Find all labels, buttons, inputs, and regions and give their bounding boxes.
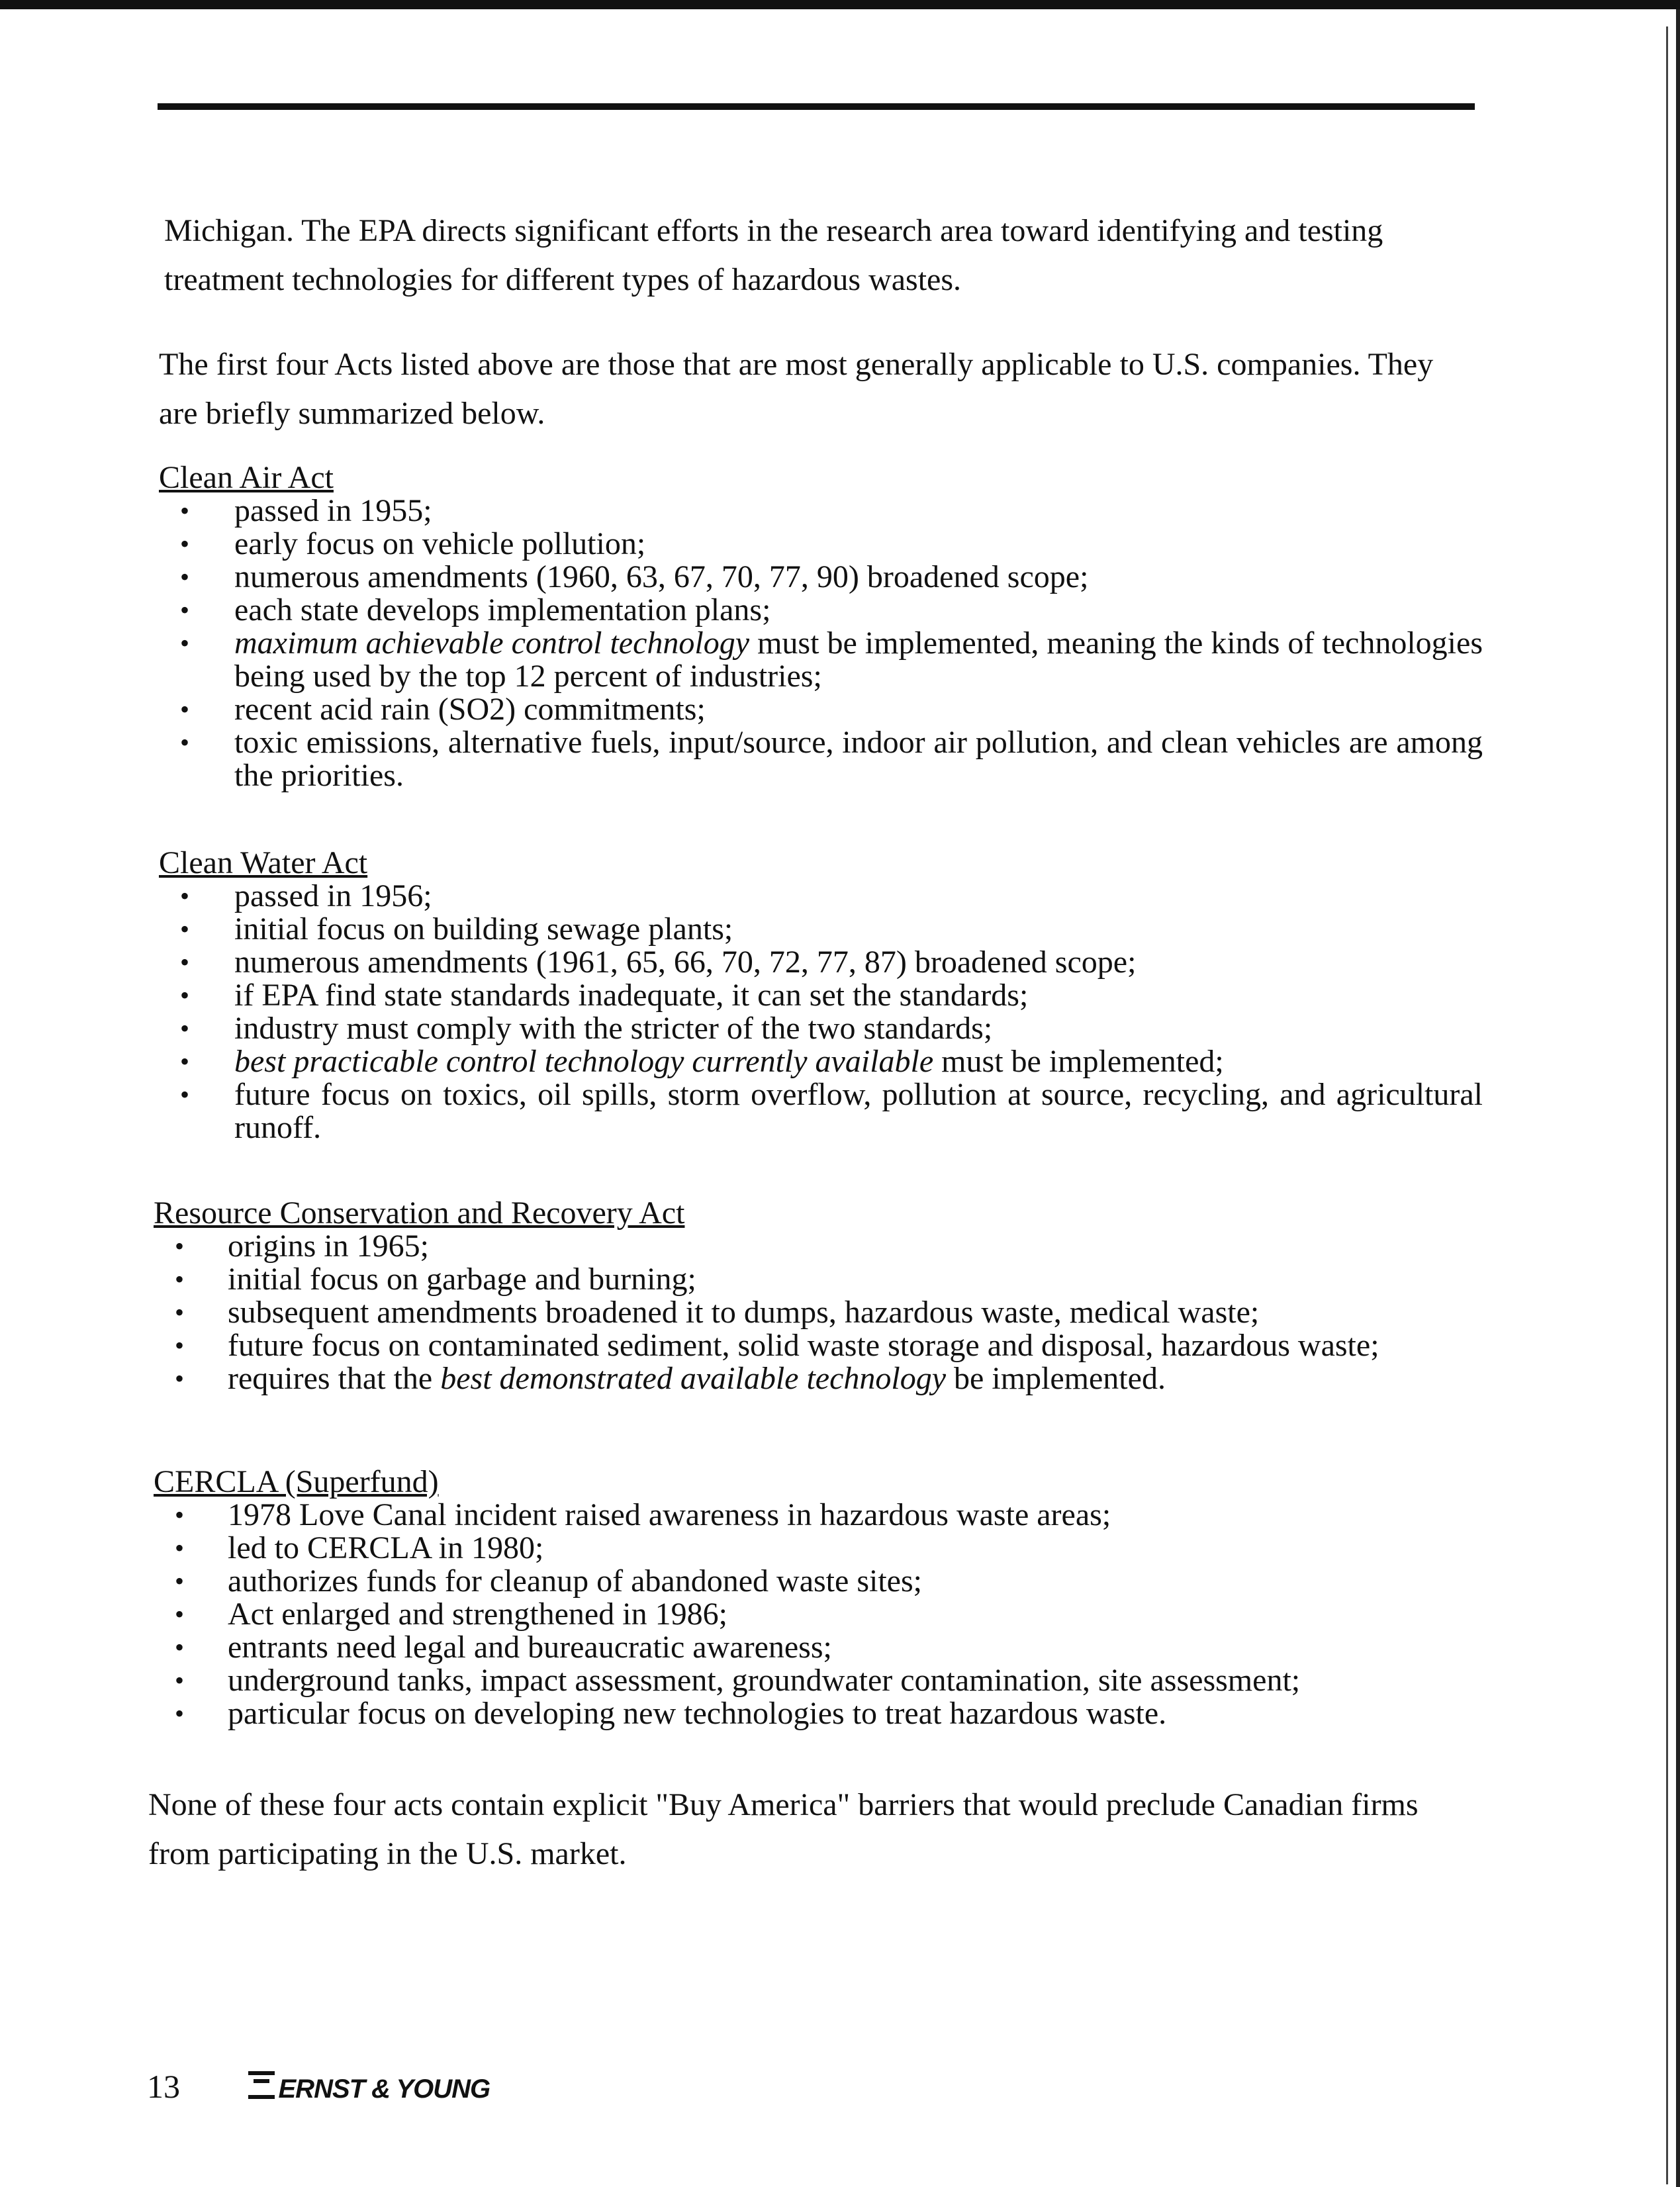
item-text: led to CERCLA in 1980; — [228, 1530, 544, 1565]
bullet-icon: • — [180, 1047, 190, 1076]
bullet-icon: • — [180, 881, 190, 911]
bullet-list — [154, 1230, 1477, 1395]
list-item — [154, 1532, 1477, 1565]
bullet-icon: • — [180, 595, 190, 625]
item-text: must be implemented, meaning the kinds of technologies being used by the top 12 percent of industries; — [234, 626, 1483, 694]
summary-lead-paragraph: The first four Acts listed above are those that are most generally applicable to U.S. companies. They are briefly summarized below. — [159, 347, 1434, 431]
list-item — [154, 1598, 1477, 1631]
item-text: each state develops implementation plans; — [234, 592, 771, 628]
page-number: 13 — [147, 2068, 180, 2105]
bullet-list — [159, 494, 1483, 792]
list-item — [159, 1078, 1483, 1144]
item-text: future focus on toxics, oil spills, storm overflow, pollution at source, recycling, and agricultural runoff. — [234, 1077, 1483, 1145]
bullet-icon: • — [175, 1500, 185, 1530]
item-text: passed in 1955; — [234, 493, 432, 528]
section-heading: CERCLA (Superfund) — [154, 1464, 439, 1499]
item-text: particular focus on developing new technologies to treat hazardous waste. — [228, 1696, 1167, 1731]
list-item — [154, 1631, 1477, 1664]
list-item — [154, 1664, 1477, 1697]
header-rule — [158, 103, 1475, 110]
bullet-icon: • — [180, 1080, 190, 1109]
item-text: industry must comply with the stricter of the two standards; — [234, 1011, 993, 1046]
list-item — [154, 1296, 1477, 1329]
section-clean-air-act — [159, 461, 1483, 792]
list-item — [159, 726, 1483, 792]
section-heading: Clean Water Act — [159, 845, 368, 880]
list-item — [159, 693, 1483, 726]
item-text: numerous amendments (1960, 63, 67, 70, 77, 90) broadened scope; — [234, 559, 1089, 594]
section-rcra — [154, 1197, 1477, 1395]
bullet-icon: • — [180, 1013, 190, 1043]
bullet-icon: • — [175, 1632, 185, 1662]
bullet-icon: • — [180, 496, 190, 526]
list-item — [154, 1362, 1477, 1395]
bullet-icon: • — [180, 628, 190, 658]
item-text: underground tanks, impact assessment, groundwater contamination, site assessment; — [228, 1663, 1301, 1698]
item-text: origins in 1965; — [228, 1229, 430, 1264]
list-item — [159, 979, 1483, 1012]
company-logo — [248, 2069, 490, 2109]
bullet-icon: • — [180, 947, 190, 977]
bullet-icon: • — [175, 1330, 185, 1360]
list-item — [159, 494, 1483, 528]
item-text: initial focus on garbage and burning; — [228, 1262, 696, 1297]
bullet-icon: • — [180, 980, 190, 1010]
closing-paragraph: None of these four acts contain explicit "Buy America" barriers that would preclude Canadian firms from participating in the U.S. market. — [148, 1787, 1419, 1871]
list-item — [154, 1263, 1477, 1296]
item-text: must be implemented; — [933, 1044, 1224, 1079]
page-footer — [147, 2067, 490, 2109]
list-item — [159, 1012, 1483, 1045]
bullet-icon: • — [175, 1698, 185, 1728]
scan-top-border — [0, 0, 1680, 9]
bullet-list — [159, 880, 1483, 1144]
item-text: passed in 1956; — [234, 878, 432, 913]
bullet-icon: • — [180, 694, 190, 724]
item-text: requires that the — [228, 1361, 441, 1396]
logo-text: ERNST & YOUNG — [278, 2074, 490, 2104]
list-item — [159, 880, 1483, 913]
item-text: subsequent amendments broadened it to dumps, hazardous waste, medical waste; — [228, 1295, 1260, 1330]
item-text: recent acid rain (SO2) commitments; — [234, 692, 706, 727]
bullet-icon: • — [180, 727, 190, 757]
list-item — [159, 946, 1483, 979]
item-text: numerous amendments (1961, 65, 66, 70, 72, 77, 87) broadened scope; — [234, 945, 1137, 980]
item-text: 1978 Love Canal incident raised awareness in hazardous waste areas; — [228, 1497, 1111, 1532]
item-text: toxic emissions, alternative fuels, input/source, indoor air pollution, and clean vehicles are among the priorities. — [234, 725, 1483, 793]
list-item — [159, 561, 1483, 594]
emphasis-text: maximum achievable control technology — [234, 626, 750, 661]
list-item — [154, 1565, 1477, 1598]
list-item — [154, 1697, 1477, 1730]
bullet-list — [154, 1499, 1477, 1730]
item-text: initial focus on building sewage plants; — [234, 911, 733, 947]
section-clean-water-act — [159, 847, 1483, 1144]
bullet-icon: • — [175, 1665, 185, 1695]
bullet-icon: • — [175, 1297, 185, 1327]
bullet-icon: • — [180, 529, 190, 559]
item-text: future focus on contaminated sediment, solid waste storage and disposal, hazardous waste; — [228, 1328, 1379, 1363]
list-item — [154, 1230, 1477, 1263]
emphasis-text: best practicable control technology currently available — [234, 1044, 934, 1079]
list-item — [154, 1499, 1477, 1532]
section-heading: Clean Air Act — [159, 460, 334, 495]
bullet-icon: • — [175, 1264, 185, 1294]
list-item — [159, 594, 1483, 627]
intro-paragraph: Michigan. The EPA directs significant efforts in the research area toward identifying and testing treatment technologies for different types of hazardous wastes. — [164, 213, 1383, 297]
list-item — [159, 913, 1483, 946]
scan-right-edge — [1676, 9, 1680, 2187]
bullet-icon: • — [175, 1364, 185, 1393]
scan-right-shadow — [1666, 26, 1668, 2184]
bullet-icon: • — [175, 1231, 185, 1261]
item-text: early focus on vehicle pollution; — [234, 526, 646, 561]
bullet-icon: • — [175, 1599, 185, 1629]
item-text: be implemented. — [946, 1361, 1166, 1396]
section-cercla — [154, 1466, 1477, 1730]
bullet-icon: • — [175, 1533, 185, 1563]
logo-mark-icon — [248, 2071, 275, 2099]
bullet-icon: • — [180, 914, 190, 944]
list-item — [159, 528, 1483, 561]
list-item — [154, 1329, 1477, 1362]
section-heading: Resource Conservation and Recovery Act — [154, 1195, 685, 1231]
list-item — [159, 1045, 1483, 1078]
bullet-icon: • — [175, 1566, 185, 1596]
bullet-icon: • — [180, 562, 190, 592]
emphasis-text: best demonstrated available technology — [440, 1361, 947, 1396]
item-text: authorizes funds for cleanup of abandoned waste sites; — [228, 1563, 922, 1599]
item-text: entrants need legal and bureaucratic awareness; — [228, 1630, 832, 1665]
item-text: Act enlarged and strengthened in 1986; — [228, 1597, 727, 1632]
list-item — [159, 627, 1483, 693]
item-text: if EPA find state standards inadequate, it can set the standards; — [234, 978, 1029, 1013]
